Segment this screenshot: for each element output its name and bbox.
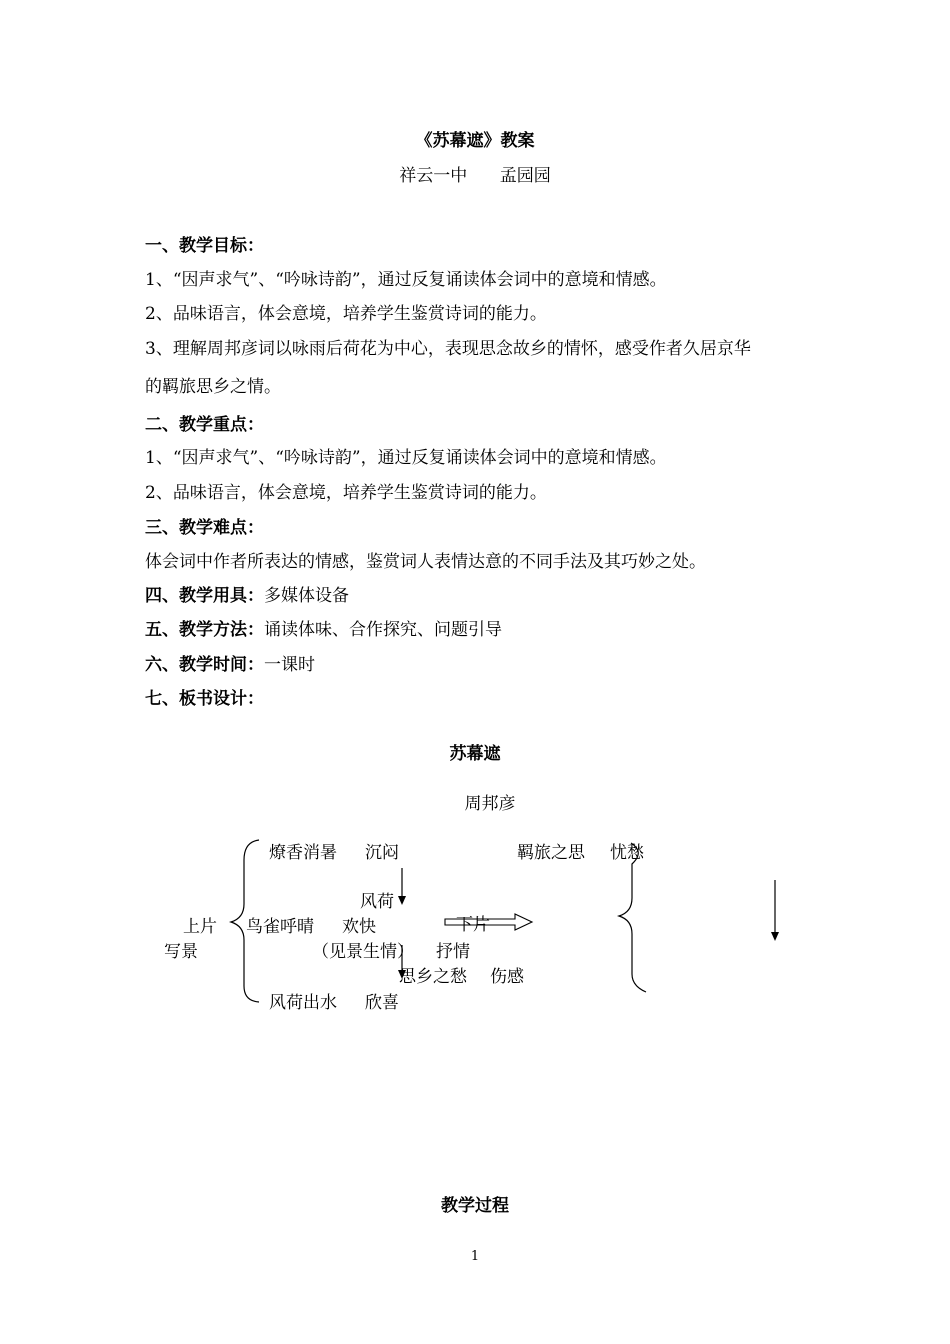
objectives-heading: 一、教学目标： xyxy=(145,236,264,256)
objective-item: 2、品味语言，体会意境，培养学生鉴赏诗词的能力。 xyxy=(145,304,547,324)
board-shuqing: 抒情 xyxy=(436,942,470,962)
left-label-1: 上片 xyxy=(183,917,217,937)
page-number: 1 xyxy=(470,1249,480,1264)
right-brace xyxy=(619,843,646,992)
arrow-label-text: 下片 xyxy=(456,915,490,935)
key-point-item: 2、品味语言，体会意境，培养学生鉴赏诗词的能力。 xyxy=(145,483,547,503)
board-item-1: 燎香消暑 xyxy=(269,843,337,863)
key-points-heading: 二、教学重点： xyxy=(145,415,264,435)
tools-label: 四、教学用具： xyxy=(145,586,264,606)
difficulties-text: 体会词中作者所表达的情感，鉴赏词人表情达意的不同手法及其巧妙之处。 xyxy=(145,552,706,572)
methods-label: 五、教学方法： xyxy=(145,620,264,640)
down-arrow-3-head xyxy=(771,932,779,941)
board-right-1-mood: 忧愁 xyxy=(610,843,644,863)
arrow-label xyxy=(456,910,490,935)
author-line: 祥云一中 孟园园 xyxy=(399,166,551,186)
tools-value: 多媒体设备 xyxy=(264,586,349,606)
board-item-1-mood: 沉闷 xyxy=(365,843,399,863)
key-point-item: 1、“因声求气”、“吟咏诗韵”，通过反复诵读体会词中的意境和情感。 xyxy=(145,448,667,468)
board-item-3: 风荷出水 xyxy=(269,993,337,1013)
process-heading: 教学过程 xyxy=(441,1196,509,1216)
down-arrow-1-head xyxy=(398,896,406,905)
objective-item: 1、“因声求气”、“吟咏诗韵”，通过反复诵读体会词中的意境和情感。 xyxy=(145,270,667,290)
board-right-2: 思乡之愁 xyxy=(399,967,467,987)
board-title: 苏幕遮 xyxy=(449,744,501,764)
board-right-1: 羁旅之思 xyxy=(517,843,585,863)
methods-value: 诵读体味、合作探究、问题引导 xyxy=(264,620,502,640)
left-label-2: 写景 xyxy=(164,942,198,962)
board-item-2-mood: 欢快 xyxy=(342,917,376,937)
board-item-3-mood: 欣喜 xyxy=(365,993,399,1013)
difficulties-heading: 三、教学难点： xyxy=(145,518,264,538)
document-title: 《苏幕遮》教案 xyxy=(415,131,535,151)
time-value: 一课时 xyxy=(264,655,315,675)
objective-item: 3、理解周邦彦词以咏雨后荷花为中心，表现思念故乡的情怀，感受作者久居京华 xyxy=(145,339,751,359)
board-author: 周邦彦 xyxy=(464,794,516,814)
board-right-2-mood: 伤感 xyxy=(490,967,524,987)
objective-item: 的羁旅思乡之情。 xyxy=(145,377,281,397)
board-jianjing: （见景生情） xyxy=(312,942,414,962)
board-item-2: 鸟雀呼晴 xyxy=(246,917,314,937)
board-fenghe: 风荷 xyxy=(360,892,394,912)
board-heading: 七、板书设计： xyxy=(145,689,264,709)
time-label: 六、教学时间： xyxy=(145,655,264,675)
